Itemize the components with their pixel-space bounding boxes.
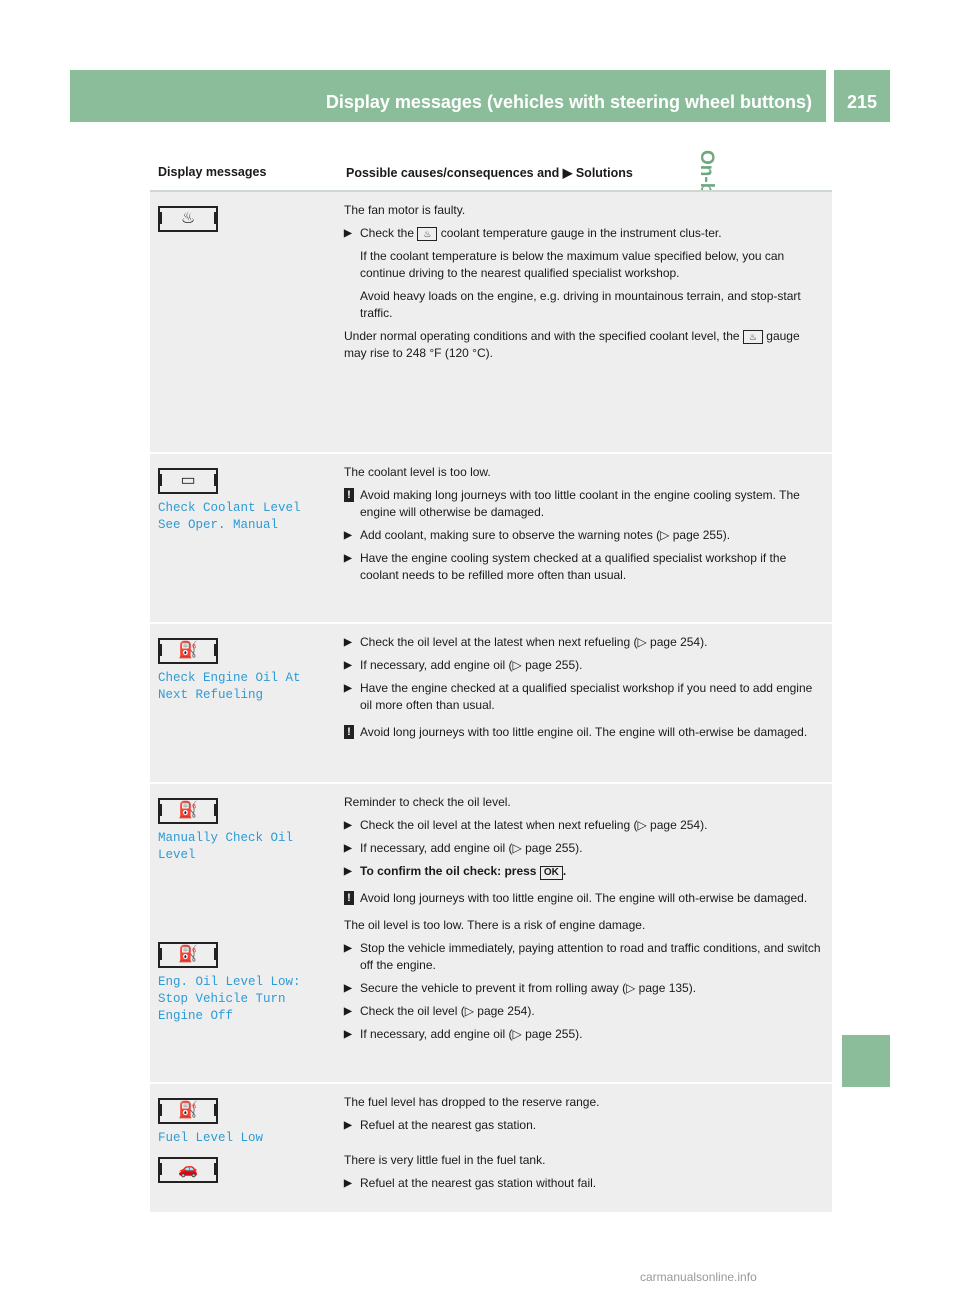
messages-table xyxy=(150,152,832,1214)
page-number-box xyxy=(834,70,890,122)
display-message: Manually Check Oil Level xyxy=(158,831,294,862)
row-text: Reminder to check the oil level. xyxy=(344,795,511,809)
side-tab-marker xyxy=(842,1035,890,1087)
list-item: ▶ If necessary, add engine oil (▷ page 255). xyxy=(344,657,824,674)
display-message: Fuel Level Low xyxy=(158,1131,264,1145)
row-text: There is very little fuel in the fuel tank. xyxy=(344,1153,546,1167)
list-item: ▶ Check the ♨ coolant temperature gauge in the instrument clus-ter. xyxy=(344,225,824,242)
table-row xyxy=(150,454,832,624)
display-message: Eng. Oil Level Low: Stop Vehicle Turn Engine Off xyxy=(158,975,301,1023)
header-bar xyxy=(70,70,826,122)
table-row xyxy=(150,192,832,454)
coolant-temp-icon: ♨ xyxy=(417,227,437,241)
list-item: ▶ Add coolant, making sure to observe the warning notes (▷ page 255). xyxy=(344,527,824,544)
row-text: The fan motor is faulty. xyxy=(344,203,466,217)
warning-icon: ! xyxy=(344,725,354,739)
row-text: Under normal operating conditions and with the specified coolant level, the ♨ gauge may rise to 248 °F (120 °C). xyxy=(344,329,800,360)
coolant-temp-icon: ♨ xyxy=(743,330,763,344)
side-tab xyxy=(842,150,890,550)
warning-icon: ! xyxy=(344,488,354,502)
list-item: ▶ Stop the vehicle immediately, paying attention to road and traffic conditions, and switch off the engine. xyxy=(344,940,824,974)
list-item: ▶ Check the oil level at the latest when next refueling (▷ page 254). xyxy=(344,817,824,834)
watermark: carmanualsonline.info xyxy=(640,1270,757,1284)
fuel-pump-icon: ⛽ xyxy=(158,1098,218,1124)
list-item: ▶ Refuel at the nearest gas station. xyxy=(344,1117,824,1134)
fuel-car-icon: 🚗 xyxy=(158,1157,218,1183)
display-message: Check Engine Oil At Next Refueling xyxy=(158,671,301,702)
table-row xyxy=(150,1084,832,1214)
list-item: ▶ If necessary, add engine oil (▷ page 255). xyxy=(344,840,824,857)
oil-can-icon: ⛽ xyxy=(158,798,218,824)
table-row xyxy=(150,624,832,784)
row-text: If the coolant temperature is below the maximum value specified below, you can continue driving to the nearest qualified specialist workshop. xyxy=(360,249,785,280)
page-number: 215 xyxy=(846,92,878,112)
row-text: The coolant level is too low. xyxy=(344,465,491,479)
display-message: Check Coolant Level See Oper. Manual xyxy=(158,501,301,532)
warning-note: ! Avoid long journeys with too little engine oil. The engine will oth-erwise be damaged. xyxy=(344,890,824,907)
list-item: ▶ Have the engine cooling system checked at a qualified specialist workshop if the coolant needs to be refilled more often than usual. xyxy=(344,550,824,584)
table-row xyxy=(150,784,832,1084)
row-text: The fuel level has dropped to the reserve range. xyxy=(344,1095,600,1109)
list-item: ▶ Refuel at the nearest gas station without fail. xyxy=(344,1175,824,1192)
oil-can-icon: ⛽ xyxy=(158,942,218,968)
section-title: Display messages (vehicles with steering wheel buttons) xyxy=(325,92,812,112)
list-item: ▶ To confirm the oil check: press OK . xyxy=(344,863,824,880)
oil-can-icon: ⛽ xyxy=(158,638,218,664)
coolant-temp-icon: ♨ xyxy=(158,206,218,232)
col-header-messages: Display messages xyxy=(158,165,267,179)
warning-icon: ! xyxy=(344,891,354,905)
row-text: Avoid heavy loads on the engine, e.g. driving in mountainous terrain, and stop-start traffic. xyxy=(360,289,801,320)
warning-note: ! Avoid long journeys with too little engine oil. The engine will oth-erwise be damaged. xyxy=(344,724,824,741)
list-item: ▶ Secure the vehicle to prevent it from rolling away (▷ page 135). xyxy=(344,980,824,997)
list-item: ▶ Check the oil level (▷ page 254). xyxy=(344,1003,824,1020)
table-header xyxy=(150,152,832,192)
ok-button-icon: OK xyxy=(540,866,563,880)
list-item: ▶ Have the engine checked at a qualified specialist workshop if you need to add engine oil more often than usual. xyxy=(344,680,824,714)
list-item: ▶ Check the oil level at the latest when next refueling (▷ page 254). xyxy=(344,634,824,651)
warning-note: ! Avoid making long journeys with too little coolant in the engine cooling system. The engine will otherwise be damaged. xyxy=(344,487,824,521)
col-header-solutions: Possible causes/consequences and ▶ Solutions xyxy=(346,166,633,180)
row-text: The oil level is too low. There is a risk of engine damage. xyxy=(344,918,646,932)
list-item: ▶ If necessary, add engine oil (▷ page 255). xyxy=(344,1026,824,1043)
coolant-level-icon: ▭ xyxy=(158,468,218,494)
